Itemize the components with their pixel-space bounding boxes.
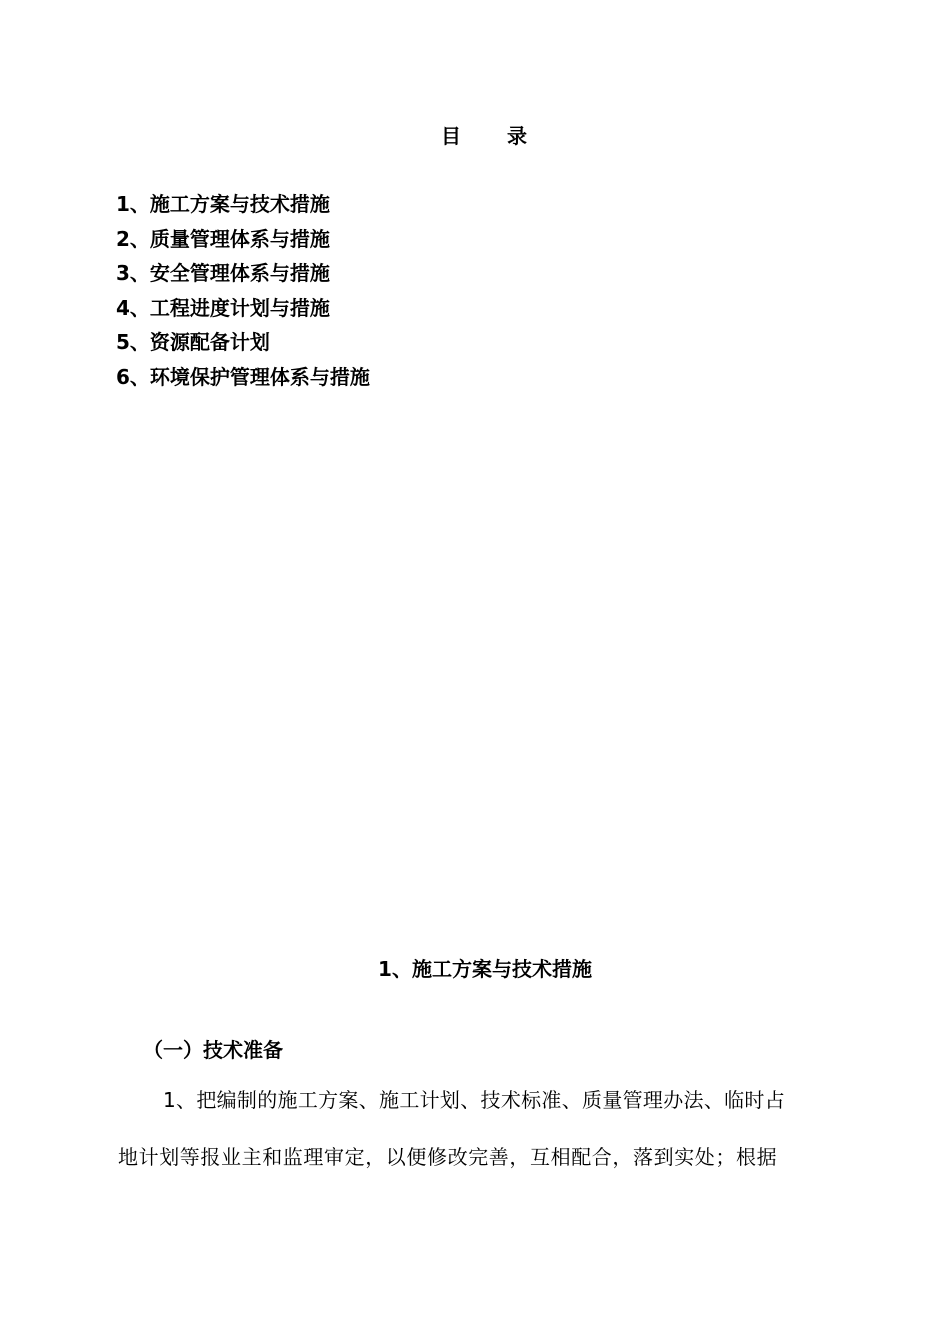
paragraph-line: 地计划等报业主和监理审定，以便修改完善，互相配合，落到实处；根据 (118, 1145, 778, 1169)
table-of-contents (116, 188, 370, 395)
toc-item: 2、质量管理体系与措施 (116, 226, 330, 251)
subsection-heading: （一）技术准备 (143, 1038, 283, 1062)
toc-item: 4、工程进度计划与措施 (116, 295, 330, 320)
toc-item: 6、环境保护管理体系与措施 (116, 364, 370, 389)
toc-title: 目 录 (441, 124, 529, 148)
toc-item: 3、安全管理体系与措施 (116, 261, 330, 285)
section-title: 1、施工方案与技术措施 (378, 957, 592, 981)
paragraph-line: 1、把编制的施工方案、施工计划、技术标准、质量管理办法、临时占 (163, 1088, 786, 1112)
toc-item: 5、资源配备计划 (116, 330, 270, 354)
toc-item: 1、施工方案与技术措施 (116, 192, 330, 216)
